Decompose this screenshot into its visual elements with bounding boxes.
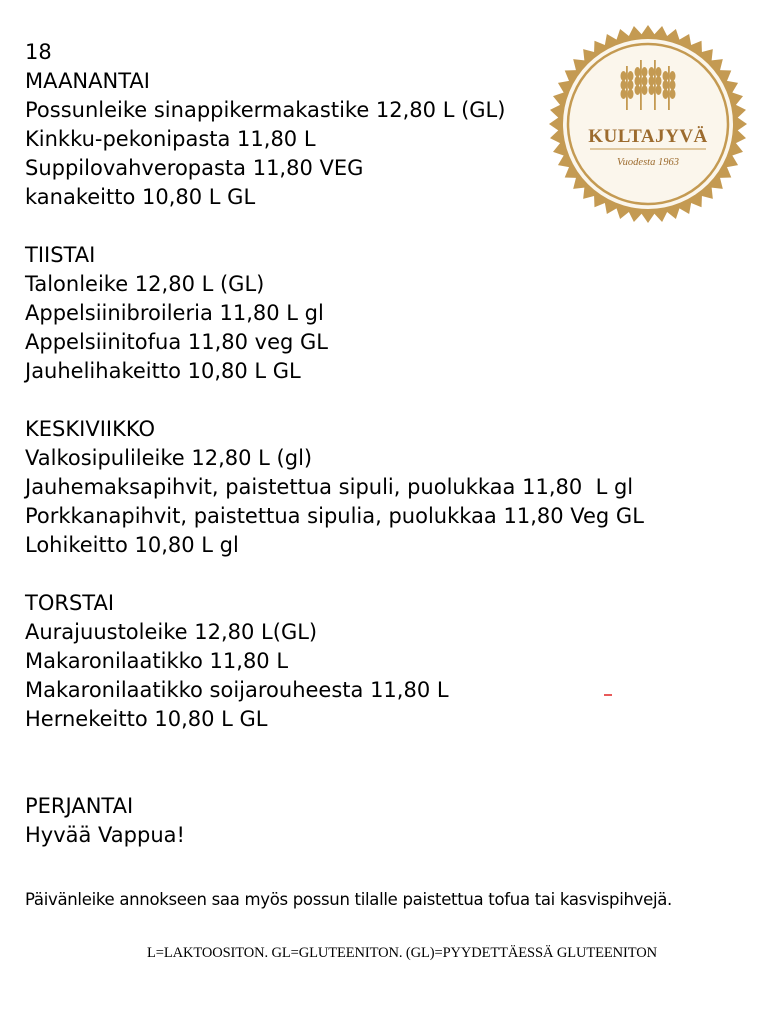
- seal-cream-ring: [563, 39, 733, 209]
- menu-item: Appelsiinibroileria 11,80 L gl: [25, 301, 324, 325]
- substitution-note: Päivänleike annokseen saa myös possun tilalle paistettua tofua tai kasvispihvejä.: [25, 890, 672, 909]
- menu-item: Kinkku-pekonipasta 11,80 L: [25, 127, 316, 151]
- menu-item: Lohikeitto 10,80 L gl: [25, 533, 239, 557]
- menu-item: Aurajuustoleike 12,80 L(GL): [25, 620, 318, 644]
- day-heading-friday: PERJANTAI: [25, 794, 134, 818]
- spacer: [25, 560, 745, 589]
- menu-item: Suppilovahveropasta 11,80 VEG: [25, 156, 364, 180]
- day-heading-tuesday: TIISTAI: [25, 243, 96, 267]
- menu-item: Talonleike 12,80 L (GL): [25, 272, 265, 296]
- menu-item: Hyvää Vappua!: [25, 823, 185, 847]
- menu-item: Jauhemaksapihvit, paistettua sipuli, puolukkaa 11,80 L gl: [25, 475, 634, 499]
- day-heading-wednesday: KESKIVIIKKO: [25, 417, 156, 441]
- spacer: [25, 386, 745, 415]
- menu-item: Appelsiinitofua 11,80 veg GL: [25, 330, 328, 354]
- logo-tagline: Vuodesta 1963: [617, 157, 679, 168]
- menu-item: Porkkanapihvit, paistettua sipulia, puolukkaa 11,80 Veg GL: [25, 504, 644, 528]
- menu-item: Makaronilaatikko 11,80 L: [25, 649, 289, 673]
- menu-item: kanakeitto 10,80 L GL: [25, 185, 256, 209]
- menu-item: Possunleike sinappikermakastike 12,80 L (GL): [25, 98, 506, 122]
- diet-legend: L=LAKTOOSITON. GL=GLUTEENITON. (GL)=PYYDETTÄESSÄ GLUTEENITON: [147, 945, 657, 961]
- week-number: 18: [25, 40, 52, 64]
- logo-seal: [549, 25, 747, 223]
- menu-item: Jauhelihakeitto 10,80 L GL: [25, 359, 301, 383]
- kultajyva-logo: [548, 24, 748, 224]
- day-heading-monday: MAANANTAI: [25, 69, 150, 93]
- logo-brand-name: KULTAJYVÄ: [588, 126, 708, 147]
- menu-item: Valkosipulileike 12,80 L (gl): [25, 446, 313, 470]
- menu-item: Hernekeitto 10,80 L GL: [25, 707, 268, 731]
- spacer: [25, 734, 745, 792]
- day-heading-thursday: TORSTAI: [25, 591, 115, 615]
- stray-red-mark: [604, 694, 612, 696]
- menu-item: Makaronilaatikko soijarouheesta 11,80 L: [25, 678, 449, 702]
